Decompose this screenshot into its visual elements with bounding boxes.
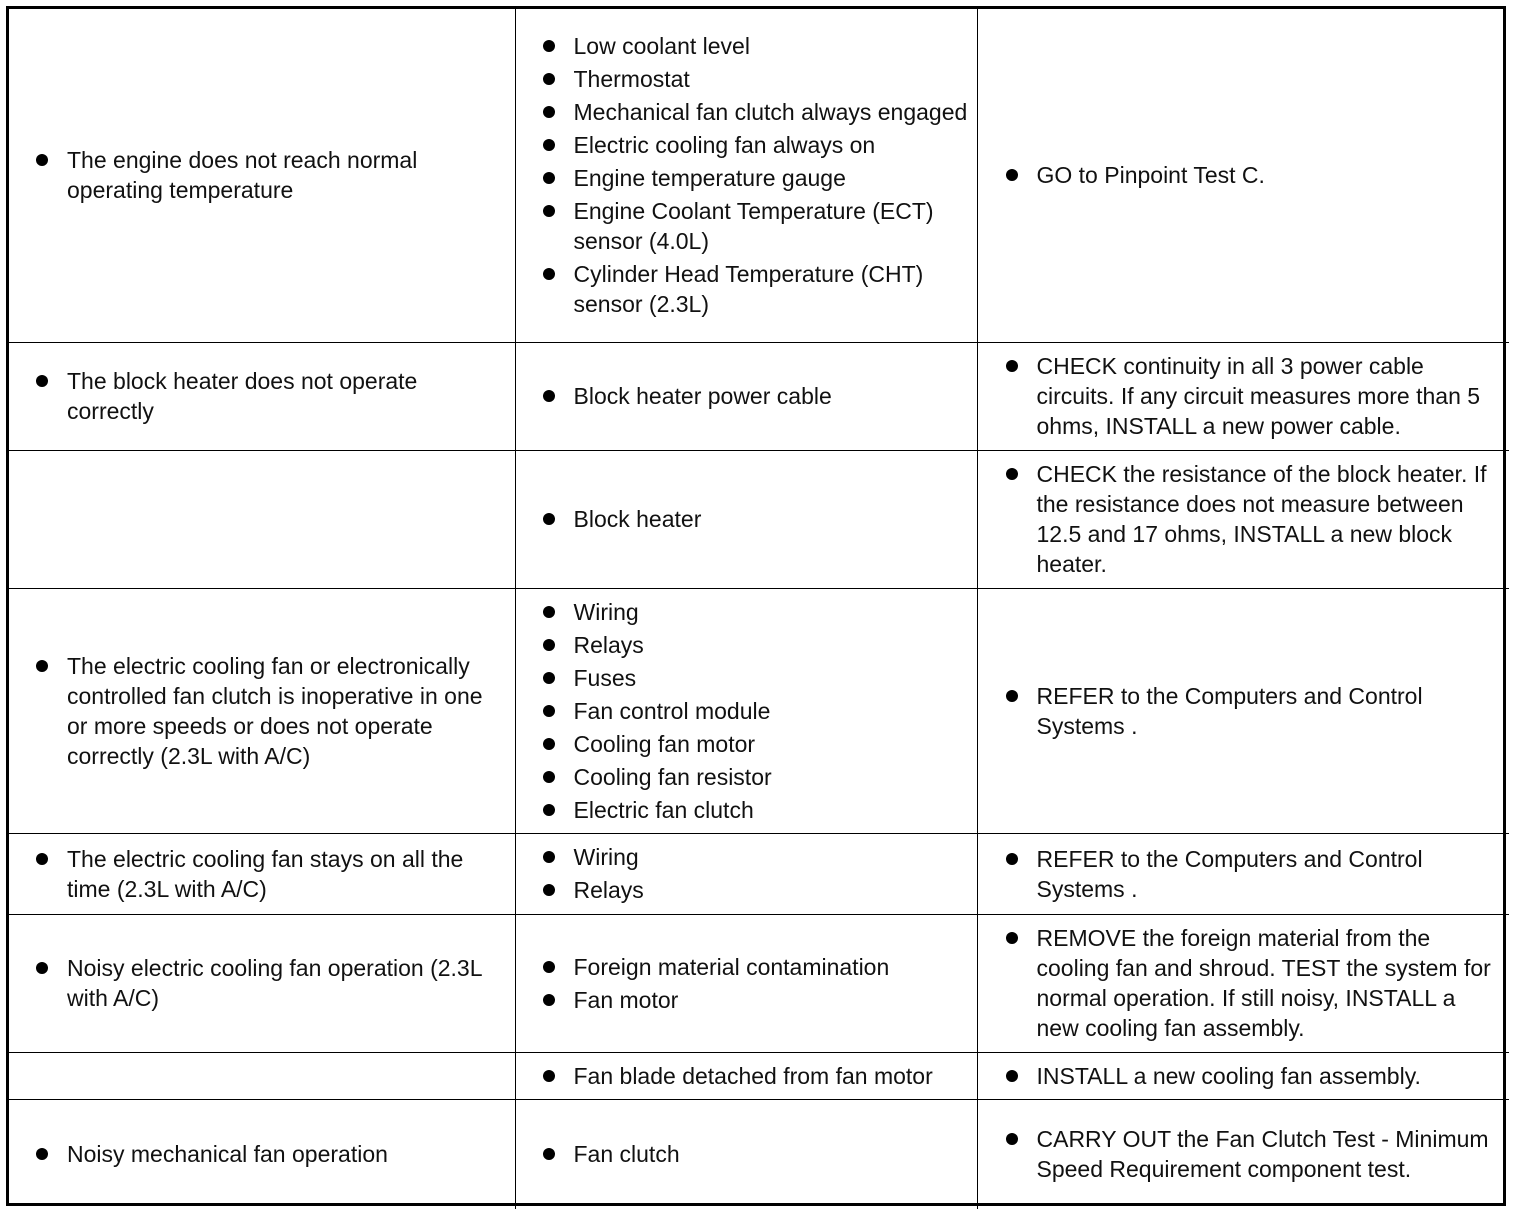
list-item xyxy=(9,1139,515,1169)
action-text: REMOVE the foreign material from the cooling fan and shroud. TEST the system for normal operation. If still noisy, INSTALL a new cooling fan assembly. xyxy=(1036,925,1491,1041)
bullet-icon xyxy=(543,738,555,750)
action-text: INSTALL a new cooling fan assembly. xyxy=(1036,1062,1421,1089)
action-text-list xyxy=(978,1124,1510,1184)
possible-source-cell xyxy=(515,1099,977,1209)
possible-source-item-list xyxy=(516,842,977,905)
list-item xyxy=(978,459,1510,579)
list-item xyxy=(516,597,977,627)
diagnosis-chart xyxy=(6,6,1506,1206)
list-item xyxy=(516,696,977,726)
possible-source-item: Electric cooling fan always on xyxy=(573,132,876,159)
action-cell xyxy=(977,914,1509,1052)
bullet-icon xyxy=(543,390,555,402)
action-cell xyxy=(977,1099,1509,1209)
possible-source-item: Wiring xyxy=(573,844,639,870)
list-item xyxy=(516,663,977,693)
list-item xyxy=(516,1061,977,1091)
possible-source-item: Fan motor xyxy=(573,986,679,1013)
bullet-icon xyxy=(1006,1070,1018,1082)
condition-text: The block heater does not operate correctly xyxy=(67,368,418,424)
possible-source-item-list xyxy=(516,1061,977,1091)
bullet-icon xyxy=(543,639,555,651)
possible-source-item: Engine temperature gauge xyxy=(573,165,846,192)
condition-text: Noisy electric cooling fan operation (2.3L with A/C) xyxy=(67,955,482,1011)
possible-source-item-list xyxy=(516,952,977,1015)
action-text: CARRY OUT the Fan Clutch Test - Minimum Speed Requirement component test. xyxy=(1036,1126,1489,1183)
list-item xyxy=(516,381,977,411)
bullet-icon xyxy=(1006,690,1018,702)
possible-source-cell xyxy=(515,833,977,914)
possible-source-item-list xyxy=(516,1139,977,1169)
list-item xyxy=(516,875,977,905)
possible-source-item: Fan control module xyxy=(573,697,771,724)
list-item xyxy=(9,953,515,1013)
bullet-icon xyxy=(543,73,555,85)
list-item xyxy=(516,1139,977,1169)
possible-source-cell xyxy=(515,1052,977,1099)
table-row xyxy=(9,1099,1509,1209)
action-text-list xyxy=(978,160,1510,190)
possible-source-item-list xyxy=(516,504,977,534)
bullet-icon xyxy=(543,672,555,684)
condition-text-list xyxy=(9,1139,515,1169)
list-item xyxy=(978,681,1510,741)
table-row xyxy=(9,588,1509,833)
bullet-icon xyxy=(1006,1133,1018,1145)
table-row xyxy=(9,342,1509,450)
possible-source-item: Cooling fan motor xyxy=(573,730,756,757)
bullet-icon xyxy=(1006,853,1018,865)
bullet-icon xyxy=(543,40,555,52)
condition-text-list xyxy=(9,145,515,205)
condition-cell xyxy=(9,9,515,342)
bullet-icon xyxy=(543,851,555,863)
action-cell xyxy=(977,1052,1509,1099)
list-item xyxy=(516,504,977,534)
bullet-icon xyxy=(36,853,48,865)
bullet-icon xyxy=(543,705,555,717)
list-item xyxy=(516,795,977,825)
possible-source-item: Foreign material contamination xyxy=(573,953,890,980)
bullet-icon xyxy=(543,513,555,525)
list-item xyxy=(978,160,1510,190)
list-item xyxy=(516,130,977,160)
list-item xyxy=(516,842,977,872)
possible-source-item-list xyxy=(516,381,977,411)
possible-source-cell xyxy=(515,450,977,588)
possible-source-cell xyxy=(515,914,977,1052)
bullet-icon xyxy=(543,106,555,118)
condition-text: The electric cooling fan or electronically controlled fan clutch is inoperative in one or more speeds or does not operate correctly (2.3L with A/C) xyxy=(67,652,483,769)
bullet-icon xyxy=(543,205,555,217)
list-item xyxy=(516,630,977,660)
action-cell xyxy=(977,833,1509,914)
list-item xyxy=(516,259,977,319)
possible-source-item-list xyxy=(516,597,977,825)
bullet-icon xyxy=(36,962,48,974)
table-row xyxy=(9,833,1509,914)
condition-text-list xyxy=(9,953,515,1013)
condition-text-list xyxy=(9,651,515,771)
action-text: REFER to the Computers and Control Systems . xyxy=(1036,845,1423,902)
bullet-icon xyxy=(1006,932,1018,944)
action-text-list xyxy=(978,923,1510,1043)
action-text: CHECK continuity in all 3 power cable circuits. If any circuit measures more than 5 ohms, INSTALL a new power cable. xyxy=(1036,353,1481,439)
list-item xyxy=(9,651,515,771)
action-text-list xyxy=(978,1061,1510,1091)
bullet-icon xyxy=(36,660,48,672)
condition-text: The electric cooling fan stays on all the time (2.3L with A/C) xyxy=(67,845,464,902)
list-item xyxy=(516,762,977,792)
condition-cell xyxy=(9,1052,515,1099)
bullet-icon xyxy=(36,154,48,166)
possible-source-item: Wiring xyxy=(573,598,639,625)
bullet-icon xyxy=(543,771,555,783)
possible-source-item: Fuses xyxy=(573,664,637,691)
condition-cell xyxy=(9,1099,515,1209)
list-item xyxy=(978,351,1510,441)
possible-source-cell xyxy=(515,9,977,342)
bullet-icon xyxy=(543,139,555,151)
condition-cell xyxy=(9,342,515,450)
condition-text-list xyxy=(9,366,515,426)
possible-source-item: Fan blade detached from fan motor xyxy=(573,1062,933,1089)
list-item xyxy=(516,64,977,94)
bullet-icon xyxy=(543,961,555,973)
bullet-icon xyxy=(1006,360,1018,372)
bullet-icon xyxy=(543,172,555,184)
action-cell xyxy=(977,588,1509,833)
list-item xyxy=(516,97,977,127)
action-cell xyxy=(977,9,1509,342)
list-item xyxy=(9,844,515,904)
table-row xyxy=(9,914,1509,1052)
action-cell xyxy=(977,342,1509,450)
list-item xyxy=(978,844,1510,904)
condition-cell xyxy=(9,833,515,914)
action-text-list xyxy=(978,844,1510,904)
bullet-icon xyxy=(543,1070,555,1082)
possible-source-item: Electric fan clutch xyxy=(573,796,754,823)
action-text-list xyxy=(978,459,1510,579)
condition-text: Noisy mechanical fan operation xyxy=(67,1141,388,1168)
bullet-icon xyxy=(543,268,555,280)
bullet-icon xyxy=(543,606,555,618)
action-cell xyxy=(977,450,1509,588)
list-item xyxy=(516,729,977,759)
action-text-list xyxy=(978,351,1510,441)
table-row xyxy=(9,1052,1509,1099)
action-text: CHECK the resistance of the block heater. If the resistance does not measure between 12.5 and 17 ohms, INSTALL a new block heater. xyxy=(1036,461,1487,577)
possible-source-item: Block heater power cable xyxy=(573,383,832,409)
possible-source-item: Cylinder Head Temperature (CHT) sensor (2.3L) xyxy=(573,261,924,318)
table-row xyxy=(9,9,1509,342)
list-item xyxy=(978,1061,1510,1091)
possible-source-cell xyxy=(515,342,977,450)
condition-text-list xyxy=(9,844,515,904)
possible-source-item: Thermostat xyxy=(573,66,690,93)
possible-source-item: Low coolant level xyxy=(573,33,750,60)
condition-cell xyxy=(9,450,515,588)
possible-source-item: Engine Coolant Temperature (ECT) sensor (4.0L) xyxy=(573,198,934,255)
list-item xyxy=(9,145,515,205)
condition-cell xyxy=(9,588,515,833)
possible-source-cell xyxy=(515,588,977,833)
bullet-icon xyxy=(543,884,555,896)
bullet-icon xyxy=(543,804,555,816)
possible-source-item: Cooling fan resistor xyxy=(573,763,772,790)
action-text: REFER to the Computers and Control Systems . xyxy=(1036,682,1423,739)
possible-source-item: Block heater xyxy=(573,506,702,532)
possible-source-item: Fan clutch xyxy=(573,1141,680,1168)
action-text-list xyxy=(978,681,1510,741)
list-item xyxy=(516,196,977,256)
bullet-icon xyxy=(543,1148,555,1160)
list-item xyxy=(978,1124,1510,1184)
list-item xyxy=(978,923,1510,1043)
possible-source-item-list xyxy=(516,31,977,319)
list-item xyxy=(516,163,977,193)
possible-source-item: Relays xyxy=(573,631,644,658)
symptom-table xyxy=(9,9,1509,1209)
action-text: GO to Pinpoint Test C. xyxy=(1036,162,1265,189)
table-row xyxy=(9,450,1509,588)
possible-source-item: Mechanical fan clutch always engaged xyxy=(573,99,968,126)
list-item xyxy=(9,366,515,426)
list-item xyxy=(516,952,977,982)
list-item xyxy=(516,31,977,61)
bullet-icon xyxy=(36,1148,48,1160)
list-item xyxy=(516,985,977,1015)
possible-source-item: Relays xyxy=(573,877,644,903)
bullet-icon xyxy=(1006,169,1018,181)
table-body xyxy=(9,9,1509,1209)
condition-text: The engine does not reach normal operating temperature xyxy=(67,147,418,204)
condition-cell xyxy=(9,914,515,1052)
bullet-icon xyxy=(543,994,555,1006)
bullet-icon xyxy=(1006,468,1018,480)
bullet-icon xyxy=(36,375,48,387)
